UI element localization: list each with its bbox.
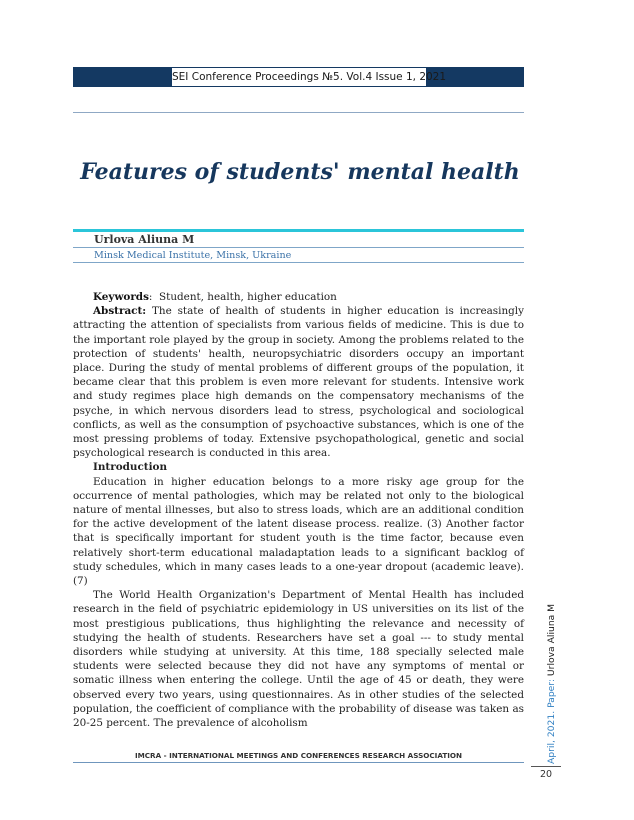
introduction-paragraph-2: The World Health Organization's Department of Mental Health has included research in the field of psychiatric epidemiology in US universities on its list of the most prestigious publications, thus highlighting the relevance and necessity of studying the health of students. Researchers have set a goal --- to study mental disorders while studying at university. At this time, 188 specially selected male students were selected because they did not have any symptoms of mental or somatic illness when entering the college. Until the age of 45 or death, they were observed every two years, using questionnaires. As in other studies of the selected population, the coefficient of compliance with the probability of disease was taken as 20-25 percent. The prevalence of alcoholism	[73, 589, 524, 730]
side-note-date: April, 2021. Paper:	[546, 676, 557, 764]
author-name: Urlova Aliuna M	[94, 233, 195, 246]
title-divider	[73, 229, 524, 232]
keywords-label: Keywords	[93, 291, 149, 303]
author-affiliation: Minsk Medical Institute, Minsk, Ukraine	[94, 250, 292, 261]
footer-organization: IMCRA - INTERNATIONAL MEETINGS AND CONFERENCES RESEARCH ASSOCIATION	[134, 751, 463, 760]
header-divider	[73, 112, 524, 113]
side-margin-note	[546, 604, 558, 764]
footer-divider	[73, 762, 524, 763]
journal-header: SEI Conference Proceedings №5. Vol.4 Issue 1, 2021	[172, 68, 426, 86]
affiliation-divider	[73, 262, 524, 263]
article-body	[73, 290, 524, 730]
abstract-paragraph	[73, 304, 524, 460]
page-number: 20	[539, 769, 553, 780]
article-title: Features of students' mental health	[80, 159, 520, 185]
author-divider	[73, 247, 524, 248]
side-note-author: Urlova Aliuna M	[546, 603, 557, 677]
introduction-heading: Introduction	[93, 461, 167, 474]
abstract-label: Abstract:	[93, 305, 147, 318]
keywords-paragraph: Keywords: Student, health, higher education	[93, 291, 337, 303]
keywords-value: Student, health, higher education	[159, 291, 337, 303]
page-number-divider	[531, 766, 561, 767]
abstract-text: The state of health of students in higher education is increasingly attracting the attention of specialists from various fields of medicine. This is due to the important role played by the group in society. Among the problems related to the protection of students' health, neuropsychiatric disorders occupy an important place. During the study of mental problems of different groups of the population, it became clear that this problem is even more relevant for students. Intensive work and study regimes place high demands on the compensatory mechanisms of the psyche, in which nervous disorders lead to stress, psychological and sociological conflicts, as well as the consumption of psychoactive substances, which is one of the most pressing problems of today. Extensive psychopathological, genetic and social psychological research is conducted in this area.	[73, 305, 524, 460]
introduction-paragraph-1: Education in higher education belongs to a more risky age group for the occurrence of mental pathologies, which may be related not only to the biological nature of mental illnesses, but also to stress loads, which are an additional condition for the active development of the latent disease process. realize. (3) Another factor that is specifically important for student youth is the time factor, because even relatively short-term educational maladaptation leads to a significant backlog of study schedules, which in many cases leads to a one-year dropout (academic leave). (7)	[73, 475, 524, 588]
